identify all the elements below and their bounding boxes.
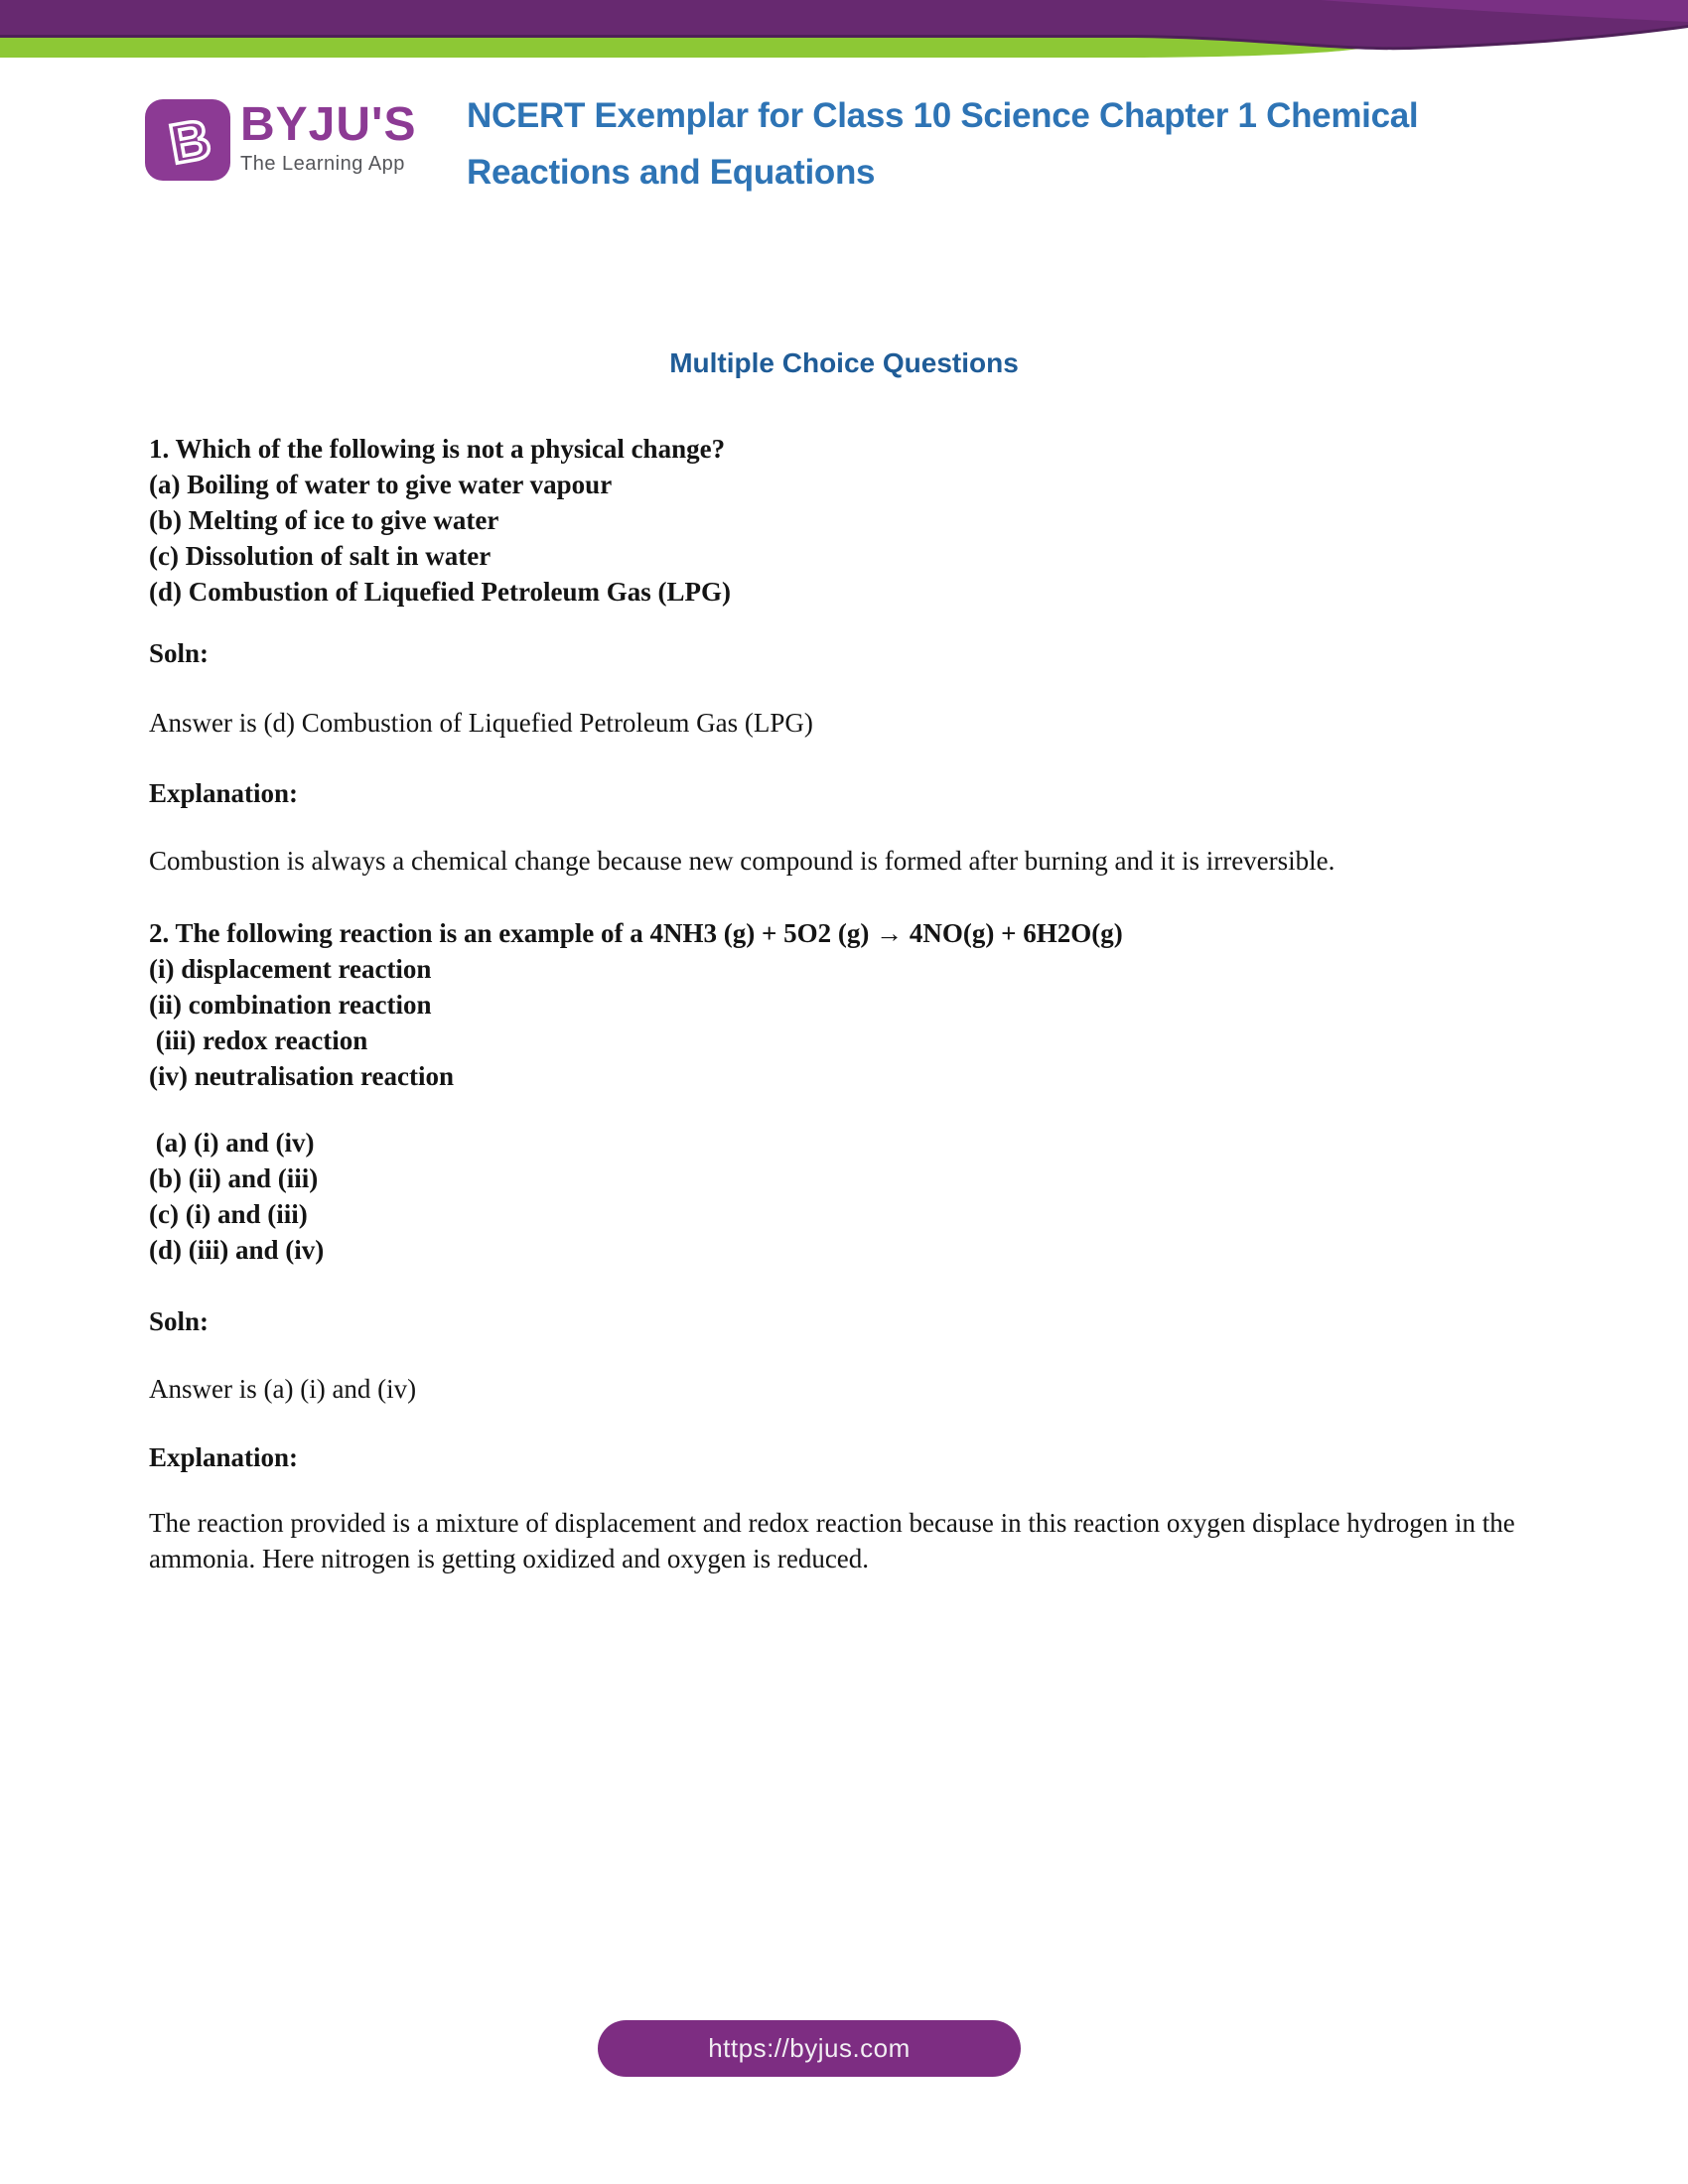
footer-url-button[interactable] [598,2020,1021,2077]
q2-option-d: (d) (iii) and (iv) [149,1235,325,1265]
q2-answer: Answer is (a) (i) and (iv) [149,1374,417,1404]
q1-option-c: (c) Dissolution of salt in water [149,541,492,571]
q1-question: 1. Which of the following is not a physical change? [149,434,726,464]
q2-explanation-label: Explanation: [149,1442,299,1472]
green-ribbon [0,37,1377,58]
footer-url-label: https://byjus.com [708,2033,911,2063]
byjus-b-icon [145,99,230,181]
q1-answer: Answer is (d) Combustion of Liquefied Petroleum Gas (LPG) [149,708,813,738]
logo-wordmark: BYJU'S [240,98,417,151]
q2-statement-iv: (iv) neutralisation reaction [149,1061,454,1091]
q1-option-a: (a) Boiling of water to give water vapour [149,470,613,499]
page-title-line1: NCERT Exemplar for Class 10 Science Chapter 1 Chemical [467,96,1419,135]
logo-tagline: The Learning App [240,153,405,175]
section-heading: Multiple Choice Questions [669,347,1019,378]
svg-text:B: B [164,106,215,176]
q2-option-a: (a) (i) and (iv) [149,1128,315,1158]
q2-statement-ii: (ii) combination reaction [149,990,432,1020]
q2-question: 2. The following reaction is an example of a 4NH3 (g) + 5O2 (g) → 4NO(g) + 6H2O(g) [149,918,1123,948]
q2-statement-i: (i) displacement reaction [149,954,432,984]
q2-option-c: (c) (i) and (iii) [149,1199,308,1229]
q1-option-d: (d) Combustion of Liquefied Petroleum Gas (LPG) [149,577,731,607]
q2-soln-label: Soln: [149,1306,210,1336]
q2-statement-iii: (iii) redox reaction [149,1025,368,1055]
page-title [467,87,1559,201]
page-title-line2: Reactions and Equations [467,153,876,192]
q1-explanation: Combustion is always a chemical change because new compound is formed after burning and it is irreversible. [149,846,1336,876]
q1-explanation-label: Explanation: [149,778,299,808]
q1-soln-label: Soln: [149,638,210,668]
q2-explanation: The reaction provided is a mixture of displacement and redox reaction because in this reaction oxygen displace hydrogen in the ammonia. Here nitrogen is getting oxidized and oxygen is reduced. [149,1508,1522,1573]
q1-option-b: (b) Melting of ice to give water [149,505,499,535]
byjus-logo [145,99,416,181]
q2-option-b: (b) (ii) and (iii) [149,1163,319,1193]
